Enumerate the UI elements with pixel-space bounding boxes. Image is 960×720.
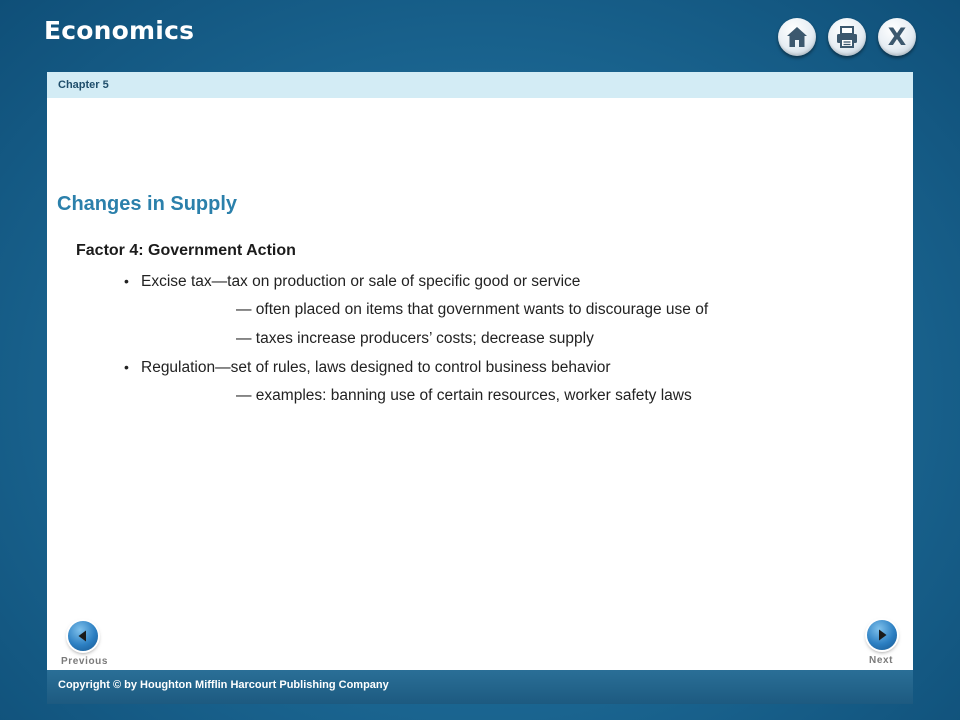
- close-button[interactable]: [878, 18, 916, 56]
- chapter-label: Chapter 5: [58, 79, 109, 91]
- copyright-text: Copyright © by Houghton Mifflin Harcourt Publishing Company: [58, 679, 389, 691]
- footer-bar: [47, 670, 913, 704]
- home-button[interactable]: [778, 18, 816, 56]
- section-title: Changes in Supply: [57, 193, 238, 215]
- print-icon: [835, 25, 859, 49]
- previous-label: Previous: [61, 656, 109, 667]
- chapter-bar: [47, 72, 913, 98]
- sub-point-producer-costs: — taxes increase producers’ costs; decrease supply: [236, 330, 594, 347]
- sub-point-discourage-use: — often placed on items that government wants to discourage use of: [236, 301, 709, 318]
- bullet-regulation: • Regulation—set of rules, laws designed to control business behavior: [141, 359, 611, 377]
- content-panel: [47, 72, 913, 670]
- arrow-right-icon: [875, 628, 889, 642]
- home-icon: [785, 25, 809, 49]
- print-button[interactable]: [828, 18, 866, 56]
- top-toolbar: [778, 18, 916, 56]
- bullet-excise-tax: • Excise tax—tax on production or sale of specific good or service: [141, 273, 580, 291]
- next-label: Next: [869, 655, 894, 666]
- next-button[interactable]: [867, 620, 897, 650]
- arrow-left-icon: [76, 629, 90, 643]
- previous-button[interactable]: [68, 621, 98, 651]
- sub-point-examples: — examples: banning use of certain resources, worker safety laws: [236, 387, 692, 404]
- factor-heading: Factor 4: Government Action: [76, 242, 296, 259]
- close-icon: X: [887, 23, 907, 51]
- app-title: Economics: [44, 16, 195, 45]
